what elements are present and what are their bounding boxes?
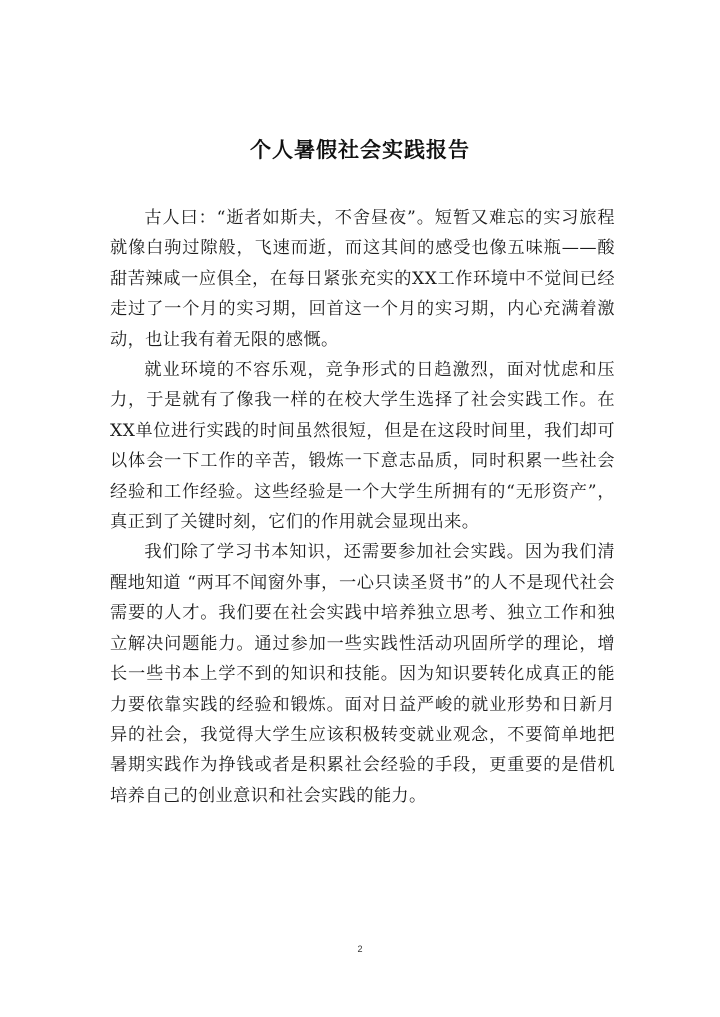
page-number: 2 [357,944,363,954]
paragraph-3: 我们除了学习书本知识，还需要参加社会实践。因为我们清醒地知道 “两耳不闻窗外事，一心只读圣贤书”的人不是现代社会需要的人才。我们要在社会实践中培养独立思考、独立工作和独立解决问题能力。通过参加一些实践性活动巩固所学的理论，增长一些书本上学不到的知识和技能。因为知识要转化成真正的能力要依靠实践的经验和锻炼。面对日益严峻的就业形势和日新月异的社会，我觉得大学生应该积极转变就业观念，不要简单地把暑期实践作为挣钱或者是积累社会经验的手段，更重要的是借机培养自己的创业意识和社会实践的能力。 [110,542,615,806]
paragraph-1: 古人曰：“逝者如斯夫，不舍昼夜”。短暂又难忘的实习旅程就像白驹过隙般，飞速而逝，而这其间的感受也像五味瓶——酸甜苦辣咸一应俱全，在每日紧张充实的XX工作环境中不觉间已经走过了一个月的实习期，回首这一个月的实习期，内心充满着激动，也让我有着无限的感慨。 [110,208,615,350]
paragraph-2: 就业环境的不容乐观，竞争形式的日趋激烈，面对忧虑和压力，于是就有了像我一样的在校大学生选择了社会实践工作。在XX单位进行实践的时间虽然很短，但是在这段时间里，我们却可以体会一下工作的辛苦，锻炼一下意志品质，同时积累一些社会经验和工作经验。这些经验是一个大学生所拥有的“无形资产”，真正到了关键时刻，它们的作用就会显现出来。 [110,360,615,533]
document-title: 个人暑假社会实践报告 [250,138,470,162]
document-body [110,203,615,811]
